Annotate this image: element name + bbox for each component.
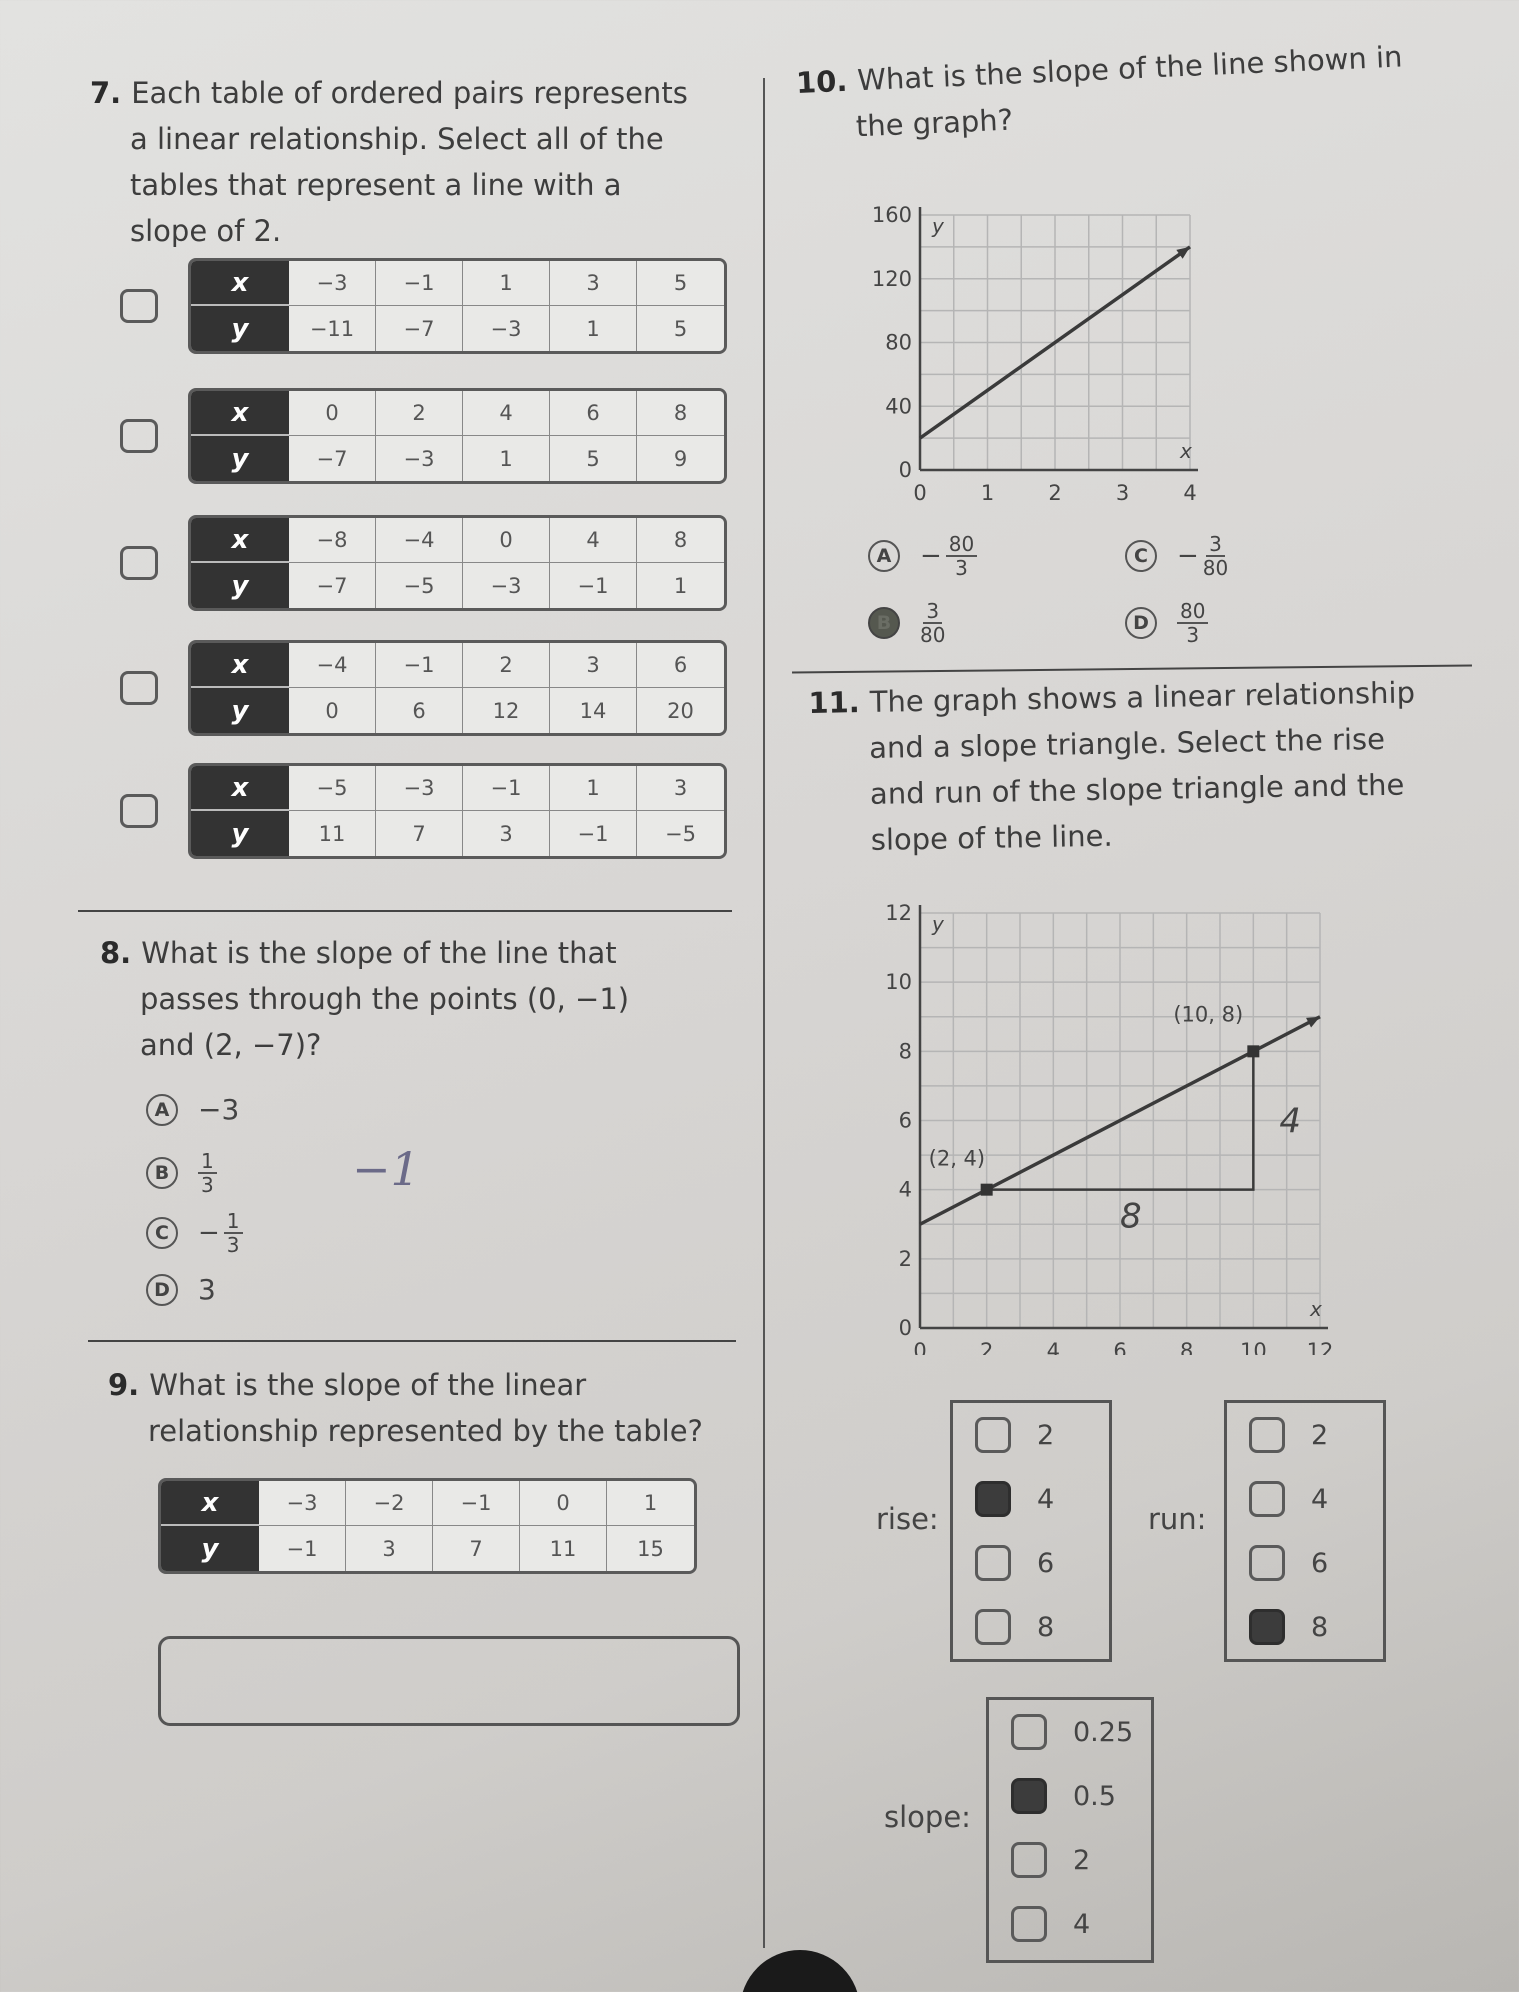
rise-option[interactable]: 2 (953, 1403, 1109, 1467)
question-10-prompt: 10. What is the slope of the line shown in the graph? (795, 39, 1404, 144)
q9-answer-input[interactable] (158, 1636, 740, 1726)
fraction: $\frac{80}{3}$ (946, 533, 977, 579)
svg-text:0: 0 (898, 1316, 912, 1340)
q7-table-option (120, 258, 727, 354)
run-checkbox-checked[interactable] (1249, 1609, 1285, 1645)
xy-table: x 0 2 4 6 8 y −7 −3 1 5 9 (188, 388, 727, 484)
rise-checkbox[interactable] (975, 1545, 1011, 1581)
svg-text:4: 4 (1046, 1339, 1061, 1355)
slope-option[interactable]: 0.25 (989, 1700, 1151, 1764)
run-option[interactable]: 4 (1227, 1467, 1383, 1531)
svg-text:40: 40 (885, 394, 912, 419)
rise-option[interactable]: 8 (953, 1595, 1109, 1659)
xy-table: x −3 −1 1 3 5 y −11 −7 −3 1 5 (188, 258, 727, 354)
q7-table-option (120, 515, 727, 611)
svg-text:1: 1 (980, 481, 995, 505)
rise-checkbox-checked[interactable] (975, 1481, 1011, 1517)
svg-text:6: 6 (898, 1108, 912, 1133)
rise-checkbox[interactable] (975, 1417, 1011, 1453)
q9-xy-table: x −3 −2 −1 0 1 y −1 3 7 11 15 (158, 1478, 697, 1574)
q8-option-c[interactable]: C − $\frac{1}{3}$ (146, 1210, 243, 1256)
svg-text:8: 8 (898, 1039, 912, 1064)
rise-checkbox[interactable] (975, 1609, 1011, 1645)
fraction: $\frac{3}{80}$ (920, 599, 946, 647)
question-number: 7. (90, 76, 122, 110)
q8-option-b[interactable] (146, 1150, 217, 1196)
svg-text:12: 12 (885, 901, 912, 925)
handwritten-note: −1 (352, 1142, 420, 1196)
column-divider (763, 78, 765, 1948)
run-option[interactable]: 2 (1227, 1403, 1383, 1467)
svg-text:2: 2 (979, 1339, 994, 1355)
run-option[interactable]: 6 (1227, 1531, 1383, 1595)
svg-text:4: 4 (1183, 481, 1197, 505)
q10-graph (845, 175, 1225, 509)
rise-label: rise: (876, 1502, 939, 1536)
svg-text:(2, 4): (2, 4) (928, 1146, 986, 1171)
q7-checkbox[interactable] (120, 546, 158, 580)
slope-label: slope: (884, 1800, 971, 1834)
svg-text:0: 0 (913, 1339, 927, 1355)
option-bubble[interactable]: C (146, 1217, 178, 1249)
question-11-prompt: 11. The graph shows a linear relationship and a slope triangle. Select the rise and run of the slope triangle and the slope of the line. (808, 675, 1416, 857)
svg-text:4: 4 (1279, 1101, 1301, 1142)
q7-checkbox[interactable] (120, 289, 158, 323)
slope-option[interactable]: 2 (989, 1828, 1151, 1892)
rise-option[interactable]: 6 (953, 1531, 1109, 1595)
xy-table: x −5 −3 −1 1 3 y 11 7 3 −1 −5 (188, 763, 727, 859)
svg-text:2: 2 (1048, 481, 1062, 505)
svg-text:0: 0 (913, 481, 927, 505)
option-bubble[interactable]: D (1125, 607, 1157, 639)
section-divider (78, 910, 732, 912)
slope-option[interactable]: 0.5 (989, 1764, 1151, 1828)
slope-checkbox[interactable] (1011, 1906, 1047, 1942)
q7-table-option (120, 640, 727, 736)
rise-option[interactable]: 4 (953, 1467, 1109, 1531)
slope-checkbox[interactable] (1011, 1842, 1047, 1878)
svg-text:160: 160 (871, 203, 912, 227)
svg-text:8: 8 (1179, 1339, 1194, 1355)
svg-text:8: 8 (1120, 1196, 1142, 1237)
svg-text:12: 12 (1306, 1339, 1334, 1355)
svg-text:120: 120 (871, 266, 912, 291)
q11-graph (845, 885, 1355, 1359)
q10-option-a[interactable]: A − $\frac{80}{3}$ (868, 533, 977, 579)
option-bubble[interactable]: A (146, 1094, 178, 1126)
xy-table: x −4 −1 2 3 6 y 0 6 12 14 20 (188, 640, 727, 736)
svg-text:y: y (932, 912, 944, 936)
q10-option-c[interactable]: C − $\frac{3}{80}$ (1125, 533, 1228, 579)
rise-options (950, 1400, 1112, 1662)
run-checkbox[interactable] (1249, 1481, 1285, 1517)
fraction: $\frac{80}{3}$ (1177, 600, 1208, 646)
fraction: $\frac{3}{80}$ (1202, 532, 1229, 580)
svg-text:y: y (932, 214, 944, 238)
q10-option-d[interactable] (1125, 600, 1208, 646)
q7-checkbox[interactable] (120, 671, 158, 705)
svg-text:10: 10 (885, 970, 912, 995)
run-options (1224, 1400, 1386, 1662)
option-bubble[interactable]: C (1125, 540, 1157, 572)
run-checkbox[interactable] (1249, 1417, 1285, 1453)
svg-text:3: 3 (1115, 481, 1130, 505)
run-label: run: (1148, 1502, 1207, 1536)
slope-options (986, 1697, 1154, 1963)
q7-checkbox[interactable] (120, 419, 158, 453)
svg-text:10: 10 (1239, 1339, 1267, 1355)
option-bubble[interactable]: B (146, 1157, 178, 1189)
q7-table-option (120, 763, 727, 859)
fraction: $\frac{1}{3}$ (198, 1150, 217, 1196)
option-bubble[interactable]: D (146, 1274, 178, 1306)
xy-table: x −8 −4 0 4 8 y −7 −5 −3 −1 1 (188, 515, 727, 611)
slope-option[interactable]: 4 (989, 1892, 1151, 1956)
q8-option-a[interactable]: A −3 (146, 1093, 239, 1126)
section-divider (88, 1340, 736, 1342)
svg-text:x: x (1310, 1297, 1322, 1321)
q9-table-wrap (158, 1478, 697, 1574)
question-9-prompt: 9. What is the slope of the linear relationship represented by the table? (108, 1368, 703, 1448)
page-shadow (740, 1950, 860, 1992)
run-option[interactable]: 8 (1227, 1595, 1383, 1659)
svg-text:2: 2 (898, 1246, 912, 1271)
q8-option-d[interactable]: D 3 (146, 1273, 216, 1306)
option-bubble-selected[interactable]: B (868, 607, 900, 639)
slope-checkbox[interactable] (1011, 1714, 1047, 1750)
svg-text:4: 4 (898, 1177, 912, 1202)
fraction: $\frac{1}{3}$ (224, 1210, 243, 1256)
question-8-prompt: 8. What is the slope of the line that passes through the points (0, −1) and (2, −7)? (100, 936, 630, 1062)
q7-table-option (120, 388, 727, 484)
svg-text:6: 6 (1113, 1339, 1127, 1355)
run-checkbox[interactable] (1249, 1545, 1285, 1581)
question-7-prompt: 7. Each table of ordered pairs represents a linear relationship. Select all of the tables that represent a line with a slope of 2. (90, 76, 688, 248)
slope-checkbox-checked[interactable] (1011, 1778, 1047, 1814)
svg-text:0: 0 (898, 458, 912, 482)
svg-text:x: x (1180, 439, 1192, 463)
svg-text:80: 80 (885, 330, 912, 355)
svg-text:(10, 8): (10, 8) (1173, 1002, 1244, 1027)
q10-option-b[interactable] (868, 600, 945, 646)
option-bubble[interactable]: A (868, 540, 900, 572)
q7-checkbox[interactable] (120, 794, 158, 828)
